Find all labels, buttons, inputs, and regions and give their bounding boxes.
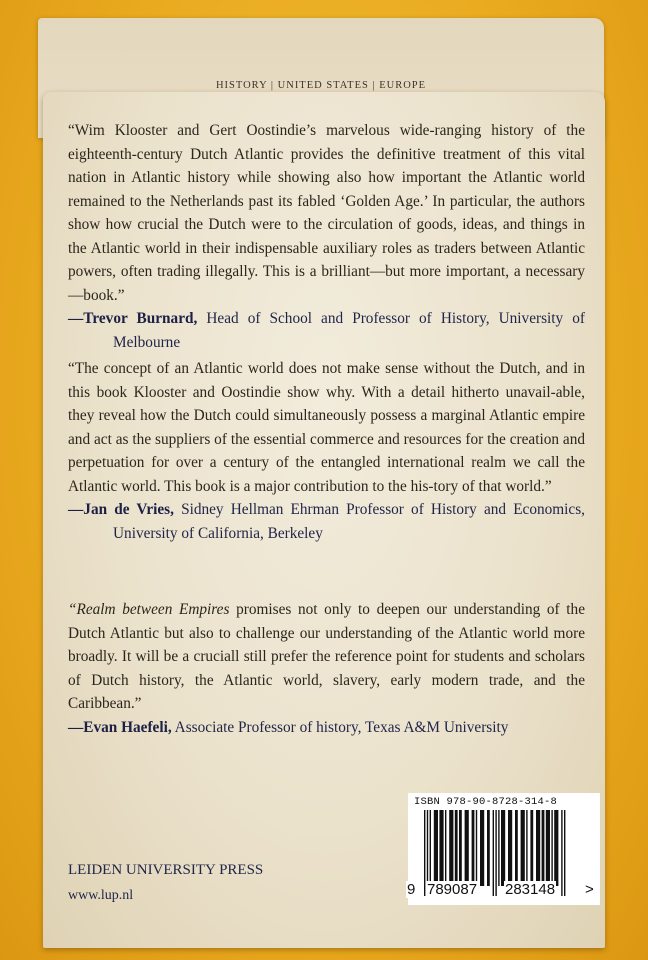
quote-body: promises not only to deepen our understanding of the Dutch Atlantic but also to challenge our understanding of the Atlantic world more broadly. It will be a cruciall still prefer the reference point for students and scholars of Dutch history, the Atlantic world, slavery, early modern trade, and the Caribbean.” <box>68 601 585 712</box>
quote-text: “The concept of an Atlantic world does not make sense without the Dutch, and in this book Klooster and Oostindie show why. With a detail hitherto unavail-able, they reveal how the Dutch could simultaneously possess a marginal Atlantic empire and act as the suppliers of the essential commerce and resources for the creation and perpetuation for over a century of the entangled international realm we call the Atlantic world. This book is a major contribution to the his-tory of that world.” <box>68 360 585 495</box>
barcode-bar <box>551 810 552 886</box>
category-label: HISTORY | UNITED STATES | EUROPE <box>215 80 427 91</box>
barcode-bar <box>542 810 545 886</box>
attribution <box>68 498 585 545</box>
publisher-url: www.lup.nl <box>68 888 134 903</box>
author-name: —Evan Haefeli, <box>68 718 172 736</box>
barcode-bar <box>508 810 512 886</box>
barcode-bar <box>501 810 505 886</box>
barcode-bar <box>561 810 562 896</box>
barcode-bar <box>476 810 477 886</box>
barcode-bar <box>480 810 484 886</box>
barcode-bar <box>493 810 494 896</box>
barcode-bar <box>439 810 443 886</box>
barcode-bar <box>459 810 462 886</box>
quote-text: “Wim Klooster and Gert Oostindie’s marvelous wide-ranging history of the eighteenth-century Dutch Atlantic provides the definitive treatment of this vital nation in Atlantic history while showing also how important the Atlantic world remained to the Netherlands past its fabled ‘Golden Age.’ In particular, the authors show how crucial the Dutch were to the circulation of goods, ideas, and things in the Atlantic world in their indispensable auxiliary roles as traders between Atlantic powers, often trading illegally. This is a brilliant—but more important, a necessary—book.” <box>68 122 585 304</box>
endorsement-2 <box>68 357 585 545</box>
attribution <box>68 716 585 740</box>
author-name: —Jan de Vries, <box>68 501 174 518</box>
isbn-label: ISBN 978-90-8728-314-8 <box>414 796 558 808</box>
isbn-barcode <box>408 793 600 905</box>
barcode-bar <box>530 810 533 886</box>
barcode-arrow: > <box>585 881 594 898</box>
barcode-bar <box>546 810 550 886</box>
author-affiliation: Associate Professor of history, Texas A&M University <box>174 718 509 736</box>
barcode-bar <box>465 810 469 886</box>
quote-text <box>68 598 585 716</box>
publisher-name: LEIDEN UNIVERSITY PRESS <box>68 862 264 878</box>
barcode-bar <box>434 810 438 886</box>
barcode-bar <box>487 810 490 886</box>
author-affiliation: Sidney Hellman Ehrman Professor of History and Economics, University of California, Berkeley <box>113 501 585 542</box>
barcode-bar <box>515 810 518 886</box>
barcode-bar <box>498 810 499 886</box>
author-affiliation: Head of School and Professor of History, University of Melbourne <box>113 310 585 351</box>
barcode-bar <box>472 810 475 886</box>
barcode-bar <box>536 810 540 886</box>
book-title: “Realm between Empires <box>68 601 230 618</box>
barcode-bar <box>449 810 453 886</box>
barcode-bar <box>430 810 431 886</box>
barcode-bar <box>445 810 446 886</box>
barcode-bar <box>564 810 565 896</box>
author-name: —Trevor Burnard, <box>68 310 198 327</box>
barcode-first-digit: 9 <box>407 881 416 898</box>
attribution <box>68 307 585 354</box>
endorsement-3 <box>68 598 585 739</box>
barcode-bar <box>495 810 496 896</box>
barcode-bar <box>526 810 527 886</box>
barcode-bar <box>455 810 458 886</box>
endorsement-1 <box>68 119 585 354</box>
barcode-group-2: 283148 <box>505 881 556 898</box>
barcode-bar <box>521 810 525 886</box>
barcode-group-1: 789087 <box>427 881 478 898</box>
barcode-bar <box>554 810 558 886</box>
